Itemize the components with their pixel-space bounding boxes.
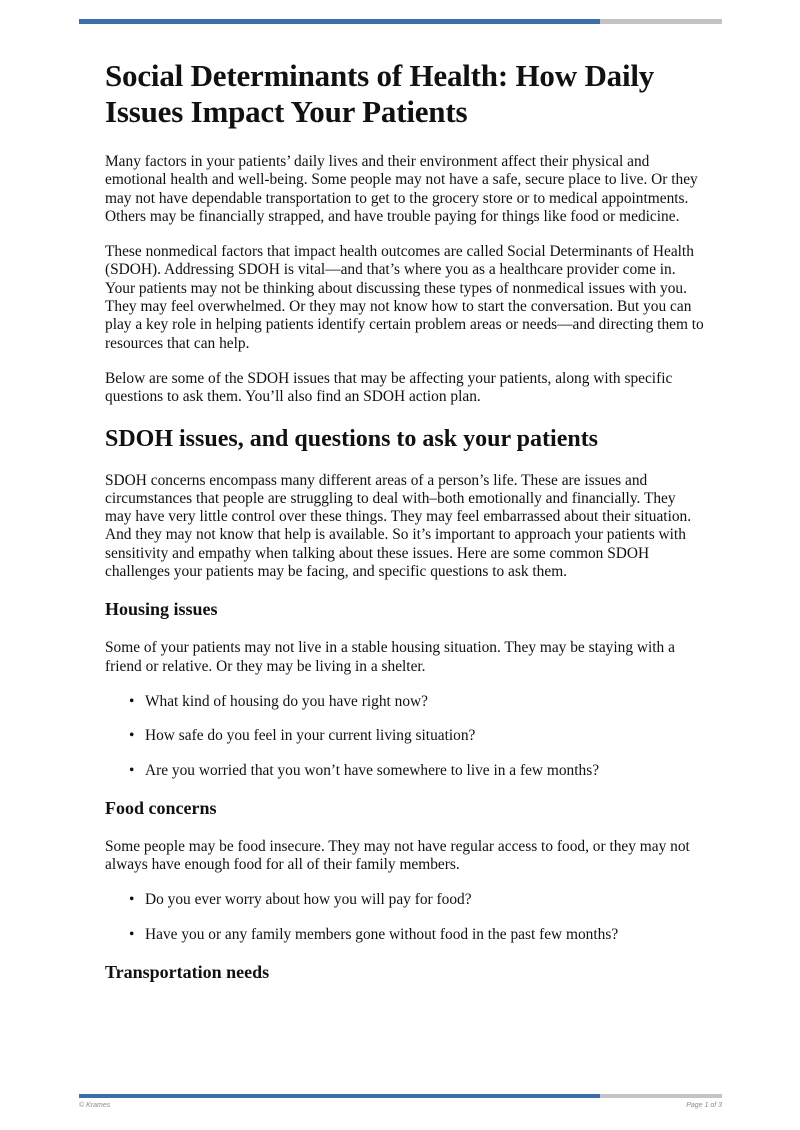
housing-question-list [105, 693, 705, 780]
footer-rule-accent [79, 1094, 600, 1098]
transportation-heading: Transportation needs [105, 962, 270, 983]
header-rule-accent [79, 19, 600, 24]
food-heading: Food concerns [105, 797, 217, 818]
intro-paragraph-2: These nonmedical factors that impact health outcomes are called Social Determinants of Health (SDOH). Addressing SDOH is vital—and that’s where you as a healthcare provider come in. Your patients may not be thinking about discussing these types of nonmedical issues with you. They may feel overwhelmed. Or they may not know how to start the conversation. But you can play a key role in helping patients identify certain problem areas or needs—and directing them to resources that can help. [105, 243, 704, 352]
list-item: • How safe do you feel in your current living situation? [105, 727, 705, 745]
intro-paragraph-1: Many factors in your patients’ daily lives and their environment affect their physical and emotional health and well-being. Some people may not have a safe, secure place to live. Or they may not have dependable transportation to get to the grocery store or to medical appointments. Others may be financially strapped, and have trouble paying for things like food or medicine. [105, 153, 698, 225]
list-item: • Are you worried that you won’t have somewhere to live in a few months? [105, 762, 705, 780]
housing-paragraph: Some of your patients may not live in a stable housing situation. They may be staying with a friend or relative. Or they may be living in a shelter. [105, 639, 675, 675]
section-paragraph: SDOH concerns encompass many different areas of a person’s life. These are issues and circumstances that people are struggling to deal with–both emotionally and financially. They may have very little control over these things. They may feel embarrassed about their situation. And they may not know that help is available. So it’s important to approach your patients with sensitivity and empathy when talking about these issues. Here are some common SDOH challenges your patients may be facing, and specific questions to ask them. [105, 471, 692, 581]
footer-rule [79, 1094, 722, 1098]
food-paragraph: Some people may be food insecure. They may not have regular access to food, or they may not always have enough food for all of their family members. [105, 837, 690, 874]
housing-heading: Housing issues [105, 599, 218, 620]
intro-paragraph-3: Below are some of the SDOH issues that may be affecting your patients, along with specific questions to ask them. You’ll also find an SDOH action plan. [105, 369, 673, 406]
page-title: Social Determinants of Health: How Daily Issues Impact Your Patients [105, 58, 655, 129]
list-item: • Do you ever worry about how you will pay for food? [105, 891, 705, 909]
footer-copyright: © Krames [79, 1102, 111, 1109]
footer-page-number: Page 1 of 3 [686, 1102, 722, 1109]
list-item: • Have you or any family members gone without food in the past few months? [105, 926, 705, 944]
food-question-list [105, 891, 705, 944]
section-heading: SDOH issues, and questions to ask your patients [105, 425, 599, 452]
list-item: • What kind of housing do you have right now? [105, 693, 705, 711]
page-content [105, 58, 705, 1002]
header-rule [79, 19, 722, 24]
